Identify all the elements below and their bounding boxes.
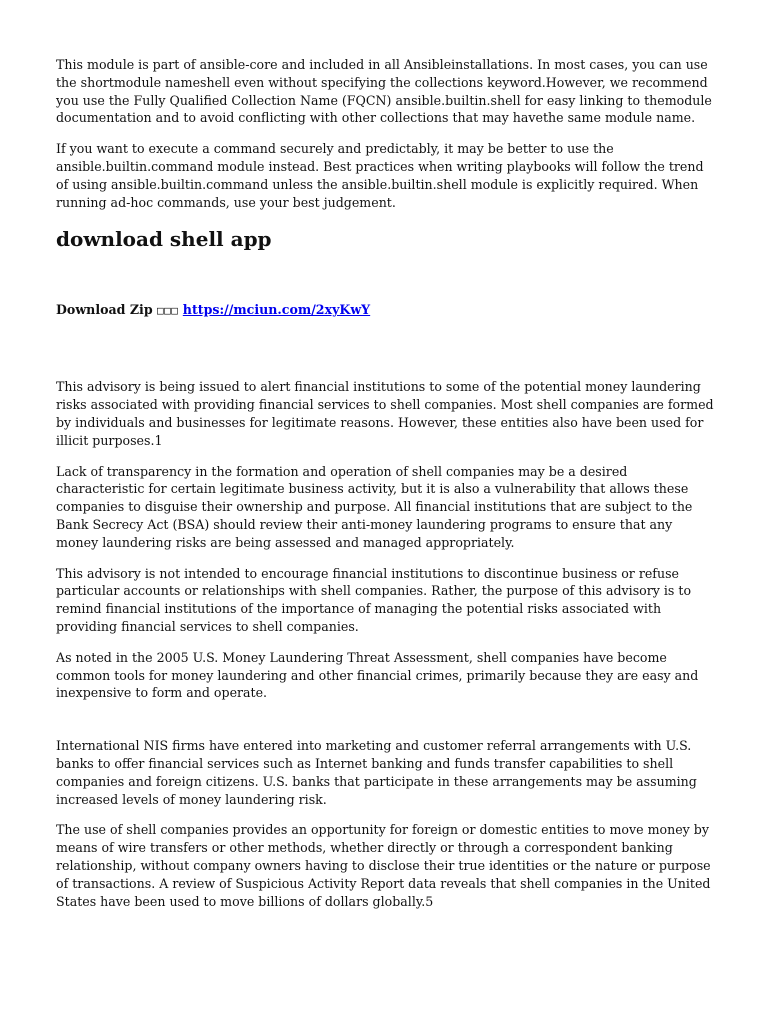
body-paragraph: International NIS firms have entered into marketing and customer referral arrangements with U.S. banks to offer financial services such as Internet banking and funds transfer capabilities to shell companies and foreign citizens. U.S. banks that participate in these arrangements may be assuming increased levels of money laundering risk. [56, 738, 697, 807]
spacer [56, 715, 716, 737]
spacer [56, 320, 716, 378]
download-line [56, 301, 716, 320]
body-paragraph: This advisory is being issued to alert financial institutions to some of the potential money laundering risks associated with providing financial services to shell companies. Most shell companies are formed by individuals and businesses for legitimate reasons. However, these entities also have been used for illicit purposes.1 [56, 379, 714, 448]
download-link[interactable]: https://mciun.com/2xyKwY [182, 302, 371, 318]
missing-glyphs: □□□ [157, 304, 179, 318]
section-heading: download shell app [56, 227, 272, 252]
intro-paragraph: If you want to execute a command securely and predictably, it may be better to use the ansible.builtin.command module instead. Best practices when writing playbooks will follow the trend of using ansible.builtin.command unless the ansible.builtin.shell module is explicitly required. When running ad-hoc commands, use your best judgement. [56, 141, 704, 210]
body-paragraph: This advisory is not intended to encourage financial institutions to discontinue business or refuse particular accounts or relationships with shell companies. Rather, the purpose of this advisory is to remind financial institutions of the importance of managing the potential risks associated with providing financial services to shell companies. [56, 565, 692, 634]
document-page [56, 56, 716, 923]
intro-paragraph: This module is part of ansible-core and included in all Ansibleinstallations. In most cases, you can use the shortmodule nameshell even without specifying the collections keyword.However, we recommend you use the Fully Qualified Collection Name (FQCN) ansible.builtin.shell for easy linking to themodule documentation and to avoid conflicting with other collections that may havethe same module name. [56, 57, 712, 126]
body-paragraph: The use of shell companies provides an opportunity for foreign or domestic entities to move money by means of wire transfers or other methods, whether directly or through a correspondent banking relationship, without company owners having to disclose their true identities or the nature or purpose of transactions. A review of Suspicious Activity Report data reveals that shell companies in the United States have been used to move billions of dollars globally.5 [56, 822, 711, 909]
download-label: Download Zip [56, 302, 153, 318]
body-paragraph: As noted in the 2005 U.S. Money Laundering Threat Assessment, shell companies have become common tools for money laundering and other financial crimes, primarily because they are easy and inexpensive to form and operate. [56, 649, 699, 701]
body-paragraph: Lack of transparency in the formation and operation of shell companies may be a desired characteristic for certain legitimate business activity, but it is also a vulnerability that allows these companies to disguise their ownership and purpose. All financial institutions that are subject to the Bank Secrecy Act (BSA) should review their anti-money laundering programs to ensure that any money laundering risks are being assessed and managed appropriately. [56, 463, 693, 550]
